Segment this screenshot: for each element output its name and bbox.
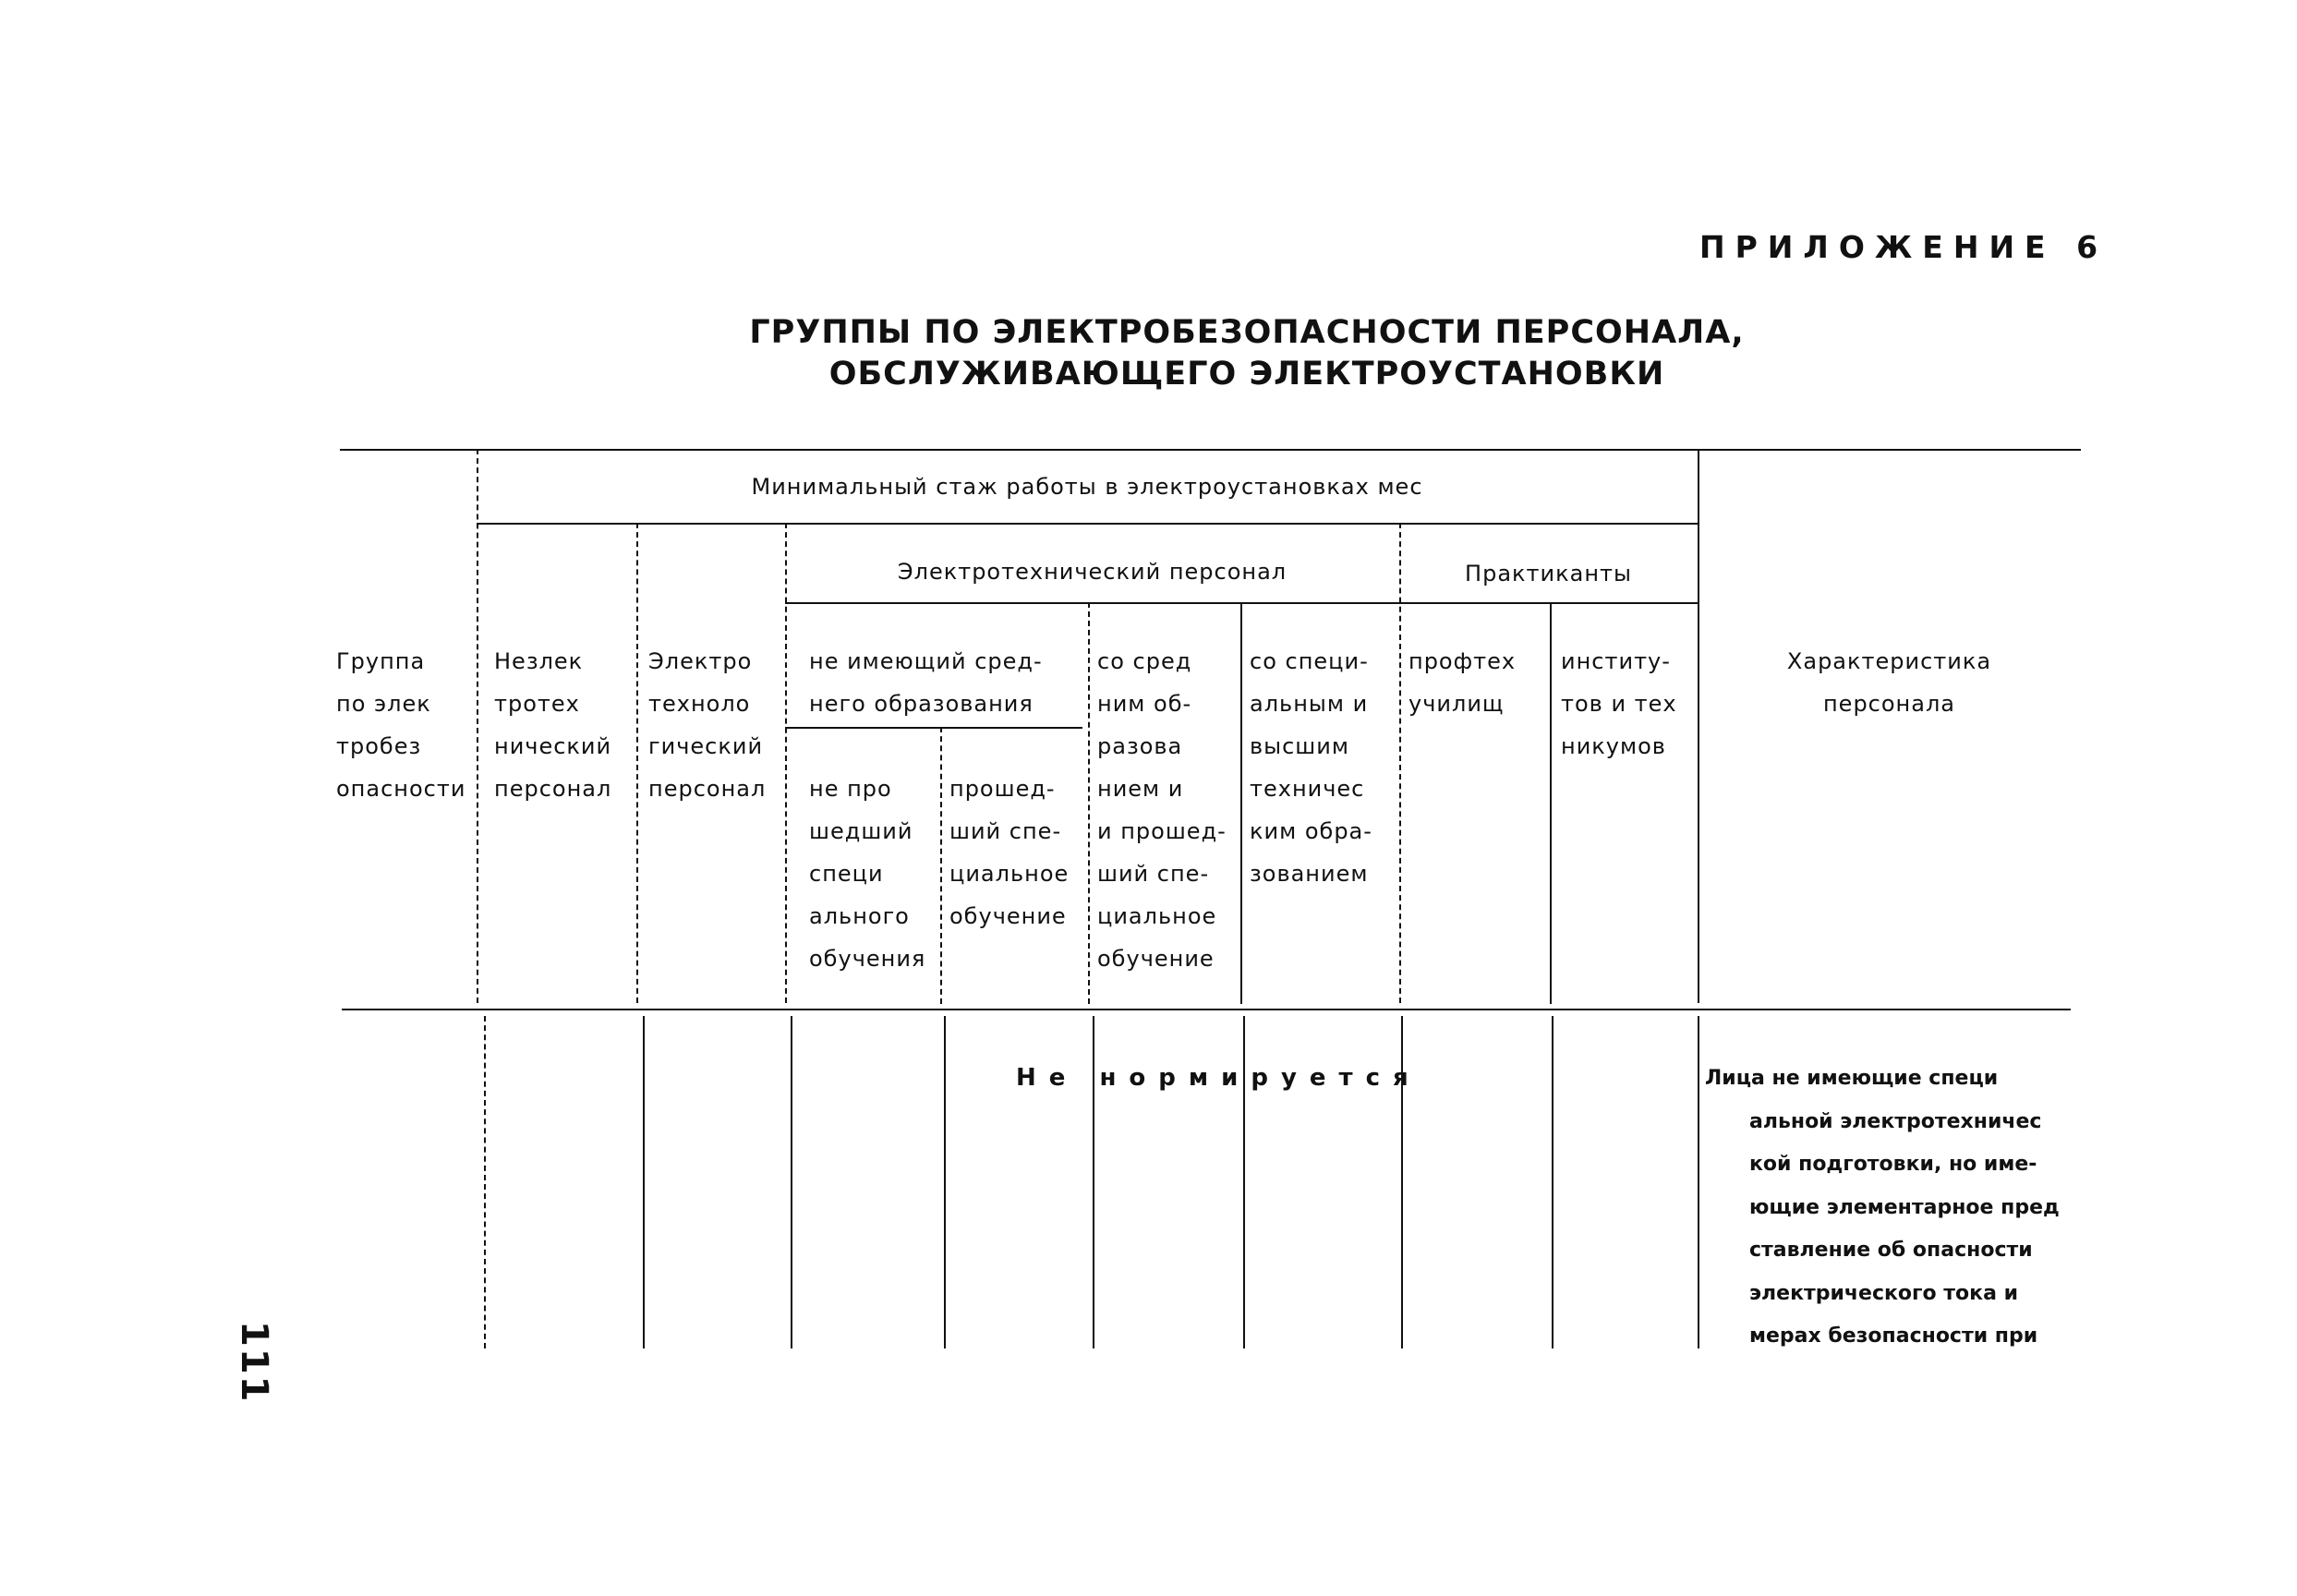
rule-electrotechnical-bottom [785,602,1399,604]
column-divider [1088,602,1090,1004]
page-number: 111 [233,1321,275,1404]
column-divider [940,727,942,1004]
header-min-experience: Минимальный стаж работы в электроустановках мес [751,474,1423,500]
header-with-special-higher: со специ- альным и высшим техничес ким обра- зованием [1250,648,1372,887]
column-divider [791,1016,792,1348]
characteristic-text: Лица не имеющие специ альной электротехничес кой подготовки, но име- ющие элементарное пред ставление об опасности электрического тока и мерах безопасности при [1705,1067,2060,1348]
not-regulated-text: Не нормируется [1016,1064,1421,1092]
column-divider [785,523,787,1003]
header-electrotechnical: Электротехнический персонал [897,559,1288,585]
header-trainees: Практиканты [1465,561,1632,586]
appendix-label: ПРИЛОЖЕНИЕ 6 [1699,229,2109,265]
header-with-secondary: со сред ним об- разова нием и и прошед- ший спе- циальное обучение [1097,648,1227,972]
rule-min-experience-bottom [477,523,1698,525]
header-not-trained: не про шедший специ ального обучения [809,776,926,972]
header-trained: прошед- ший спе- циальное обучение [949,776,1070,929]
header-non-electrotechnical: Незлек тротех нический персонал [494,648,612,802]
column-divider [477,449,478,1003]
rule-trainees-bottom [1399,602,1698,604]
column-divider [643,1016,645,1348]
header-bottom-rule [342,1009,2071,1010]
header-characteristic: Характеристика персонала [1786,648,1992,717]
header-institutes: институ- тов и тех никумов [1561,648,1677,759]
header-vocational: профтех училищ [1408,648,1517,717]
table-top-rule [340,449,2081,451]
column-divider [1550,602,1552,1004]
column-divider [1240,602,1242,1004]
header-group: Группа по элек тробез опасности [336,648,466,802]
column-divider [1552,1016,1553,1348]
column-divider [1399,523,1401,1003]
column-divider [484,1016,486,1348]
header-no-secondary: не имеющий сред- него образования [809,648,1043,717]
column-divider [944,1016,946,1348]
document-title-line-1: ГРУППЫ ПО ЭЛЕКТРОБЕЗОПАСНОСТИ ПЕРСОНАЛА, [749,314,1745,351]
rule-no-secondary-bottom [785,727,1082,729]
document-title-line-2: ОБСЛУЖИВАЮЩЕГО ЭЛЕКТРОУСТАНОВКИ [828,356,1665,393]
column-divider [1698,1016,1699,1348]
column-divider [636,523,638,1003]
column-divider [1698,449,1699,1003]
header-electrotechnological: Электро техноло гический персонал [648,648,767,802]
